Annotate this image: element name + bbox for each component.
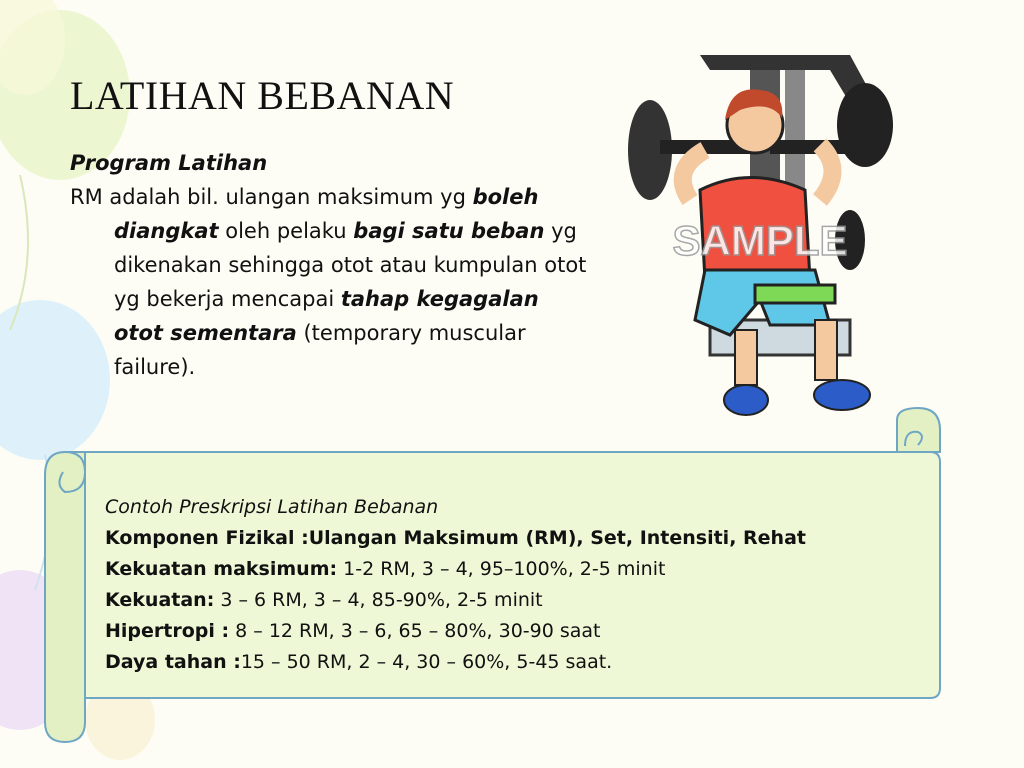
row-label: Kekuatan maksimum: xyxy=(105,558,338,580)
row-value: 1-2 RM, 3 – 4, 95–100%, 2-5 minit xyxy=(337,558,666,580)
emphasis-segment: tahap kegagalan otot sementara xyxy=(114,287,539,345)
text-segment: (temporary muscular failure). xyxy=(114,321,526,379)
prescription-row xyxy=(105,554,925,585)
emphasis-segment: bagi satu beban xyxy=(353,219,545,243)
text-segment: oleh pelaku xyxy=(218,219,354,243)
text-segment: yg dikenakan sehingga otot atau kumpulan otot yg bekerja mencapai xyxy=(114,219,587,311)
slide-title: LATIHAN BEBANAN xyxy=(70,73,455,118)
row-value: 15 – 50 RM, 2 – 4, 30 – 60%, 5-45 saat. xyxy=(240,651,613,673)
row-label: Kekuatan: xyxy=(105,589,215,611)
prescription-heading: Contoh Preskripsi Latihan Bebanan xyxy=(105,496,439,518)
components-line: Komponen Fizikal :Ulangan Maksimum (RM), Set, Intensiti, Rehat xyxy=(105,527,806,549)
emphasis-segment: boleh diangkat xyxy=(114,185,539,243)
row-label: Daya tahan : xyxy=(105,651,241,673)
prescription-row xyxy=(105,616,925,647)
program-heading: Program Latihan xyxy=(70,151,268,175)
row-label: Hipertropi : xyxy=(105,620,230,642)
prescription-row xyxy=(105,647,925,678)
prescription-box xyxy=(105,492,925,678)
sample-watermark: SAMPLE xyxy=(672,217,848,264)
text-segment: RM adalah bil. ulangan maksimum yg xyxy=(70,185,473,209)
row-value: 3 – 6 RM, 3 – 4, 85-90%, 2-5 minit xyxy=(214,589,543,611)
row-value: 8 – 12 RM, 3 – 6, 65 – 80%, 30-90 saat xyxy=(229,620,601,642)
prescription-row xyxy=(105,585,925,616)
